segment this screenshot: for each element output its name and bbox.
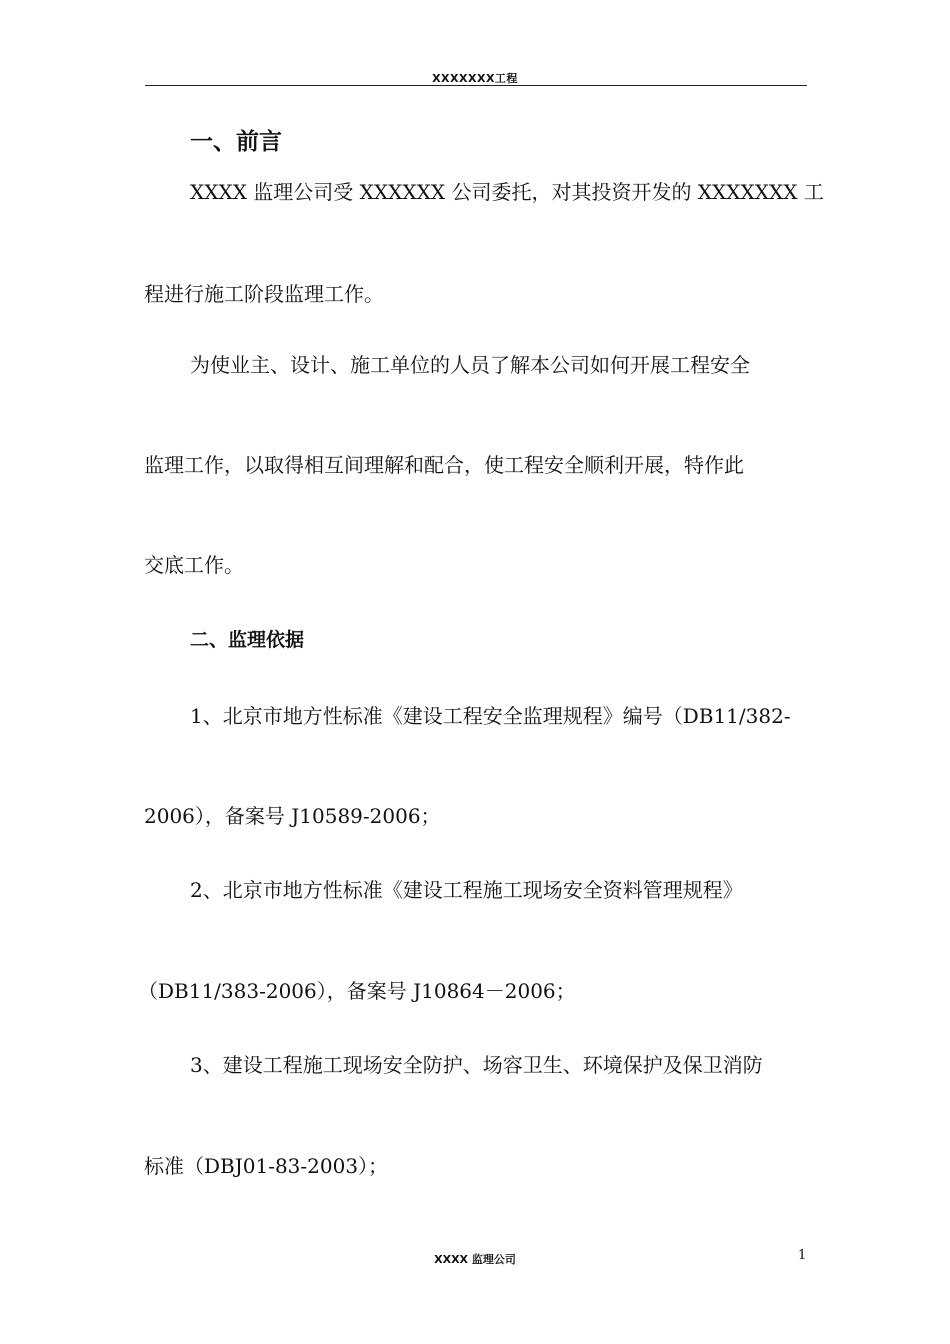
paragraph-line: XXXX 监理公司受 XXXXXX 公司委托，对其投资开发的 XXXXXXX 工 bbox=[190, 180, 824, 204]
header-divider bbox=[145, 85, 807, 86]
paragraph-line: 程进行施工阶段监理工作。 bbox=[144, 282, 384, 306]
section-title-basis: 二、监理依据 bbox=[190, 629, 305, 651]
paragraph-line: 交底工作。 bbox=[144, 553, 244, 577]
list-item-line: 1、北京市地方性标准《建设工程安全监理规程》编号（DB11/382- bbox=[190, 704, 791, 728]
paragraph-line: 为使业主、设计、施工单位的人员了解本公司如何开展工程安全 bbox=[190, 353, 750, 377]
list-item-line: 3、建设工程施工现场安全防护、场容卫生、环境保护及保卫消防 bbox=[190, 1053, 763, 1077]
paragraph-line: 监理工作，以取得相互间理解和配合，使工程安全顺利开展，特作此 bbox=[144, 453, 744, 477]
list-item-line: （DB11/383-2006），备案号 J10864－2006； bbox=[138, 979, 576, 1003]
list-item-line: 标准（DBJ01-83-2003）； bbox=[144, 1154, 389, 1178]
list-item-line: 2、北京市地方性标准《建设工程施工现场安全资料管理规程》 bbox=[190, 878, 743, 902]
list-item-line: 2006），备案号 J10589-2006； bbox=[144, 804, 441, 828]
header-title: XXXXXXX工程 bbox=[432, 72, 518, 85]
footer-company: XXXX 监理公司 bbox=[434, 1253, 516, 1266]
section-title-preface: 一、前言 bbox=[190, 129, 282, 155]
page-number: 1 bbox=[798, 1248, 807, 1263]
